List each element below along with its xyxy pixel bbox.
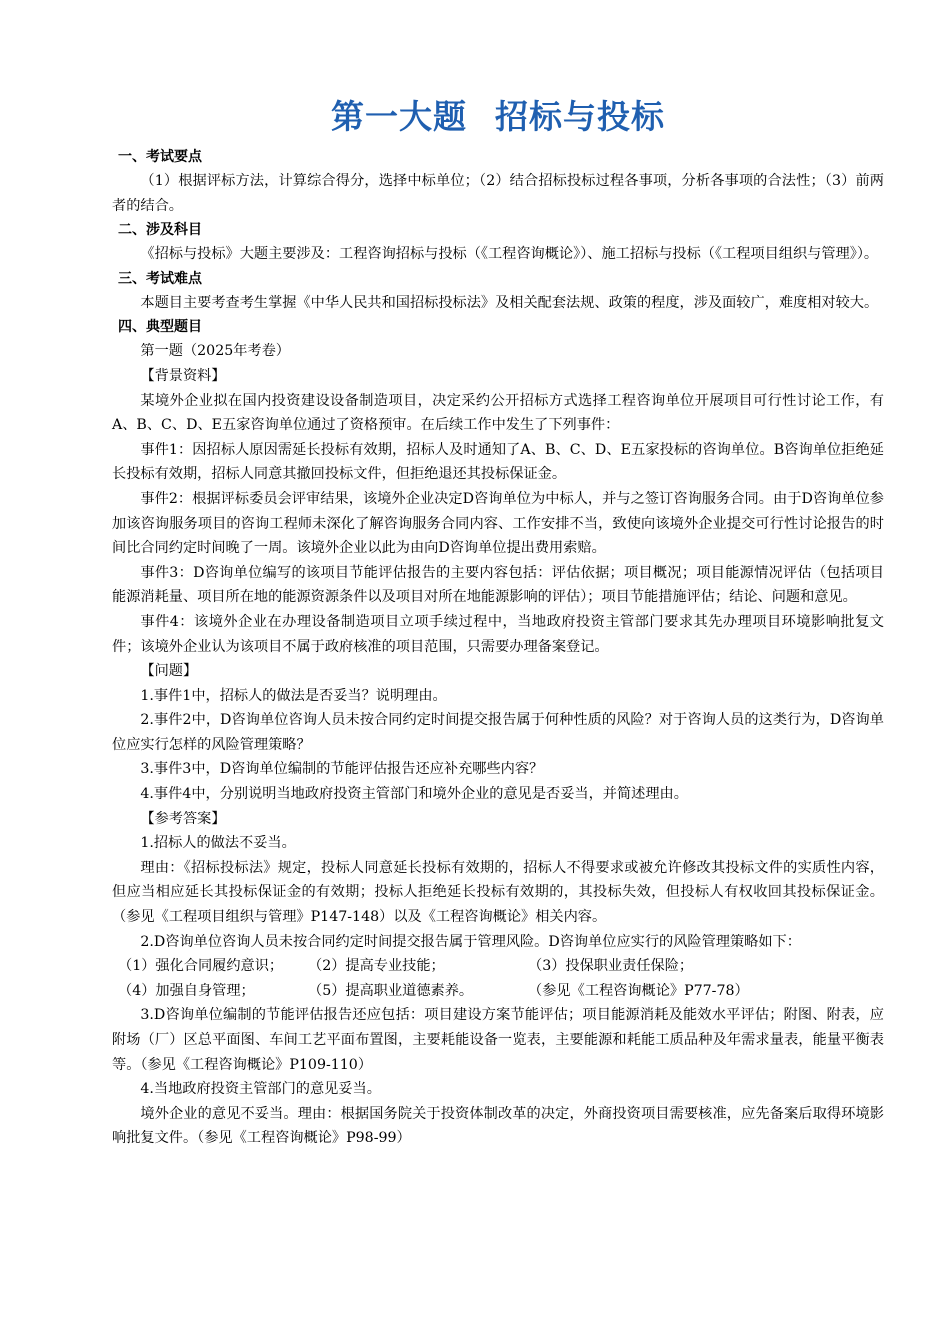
background-text: 某境外企业拟在国内投资建设设备制造项目，决定采约公开招标方式选择工程咨询单位开展项目可行性讨论工作，有A、B、C、D、E五家咨询单位通过了资格预审。在后续工作中发生了下列事件： xyxy=(112,392,884,434)
answer-3: 3.D咨询单位编制的节能评估报告还应包括：项目建设方案节能评估；项目能源消耗及能效水平评估；附图、附表，应附场（厂）区总平面图、车间工艺平面布置图，主要耗能设备一览表，主要能源和耗能工质品种及年需求量表，能量平衡表等。（参见《工程咨询概论》P109-110） xyxy=(112,1007,884,1073)
answer-2-item: （2）提高专业技能； xyxy=(308,958,445,975)
section-heading: 四、典型题目 xyxy=(118,319,202,336)
answer-2-item: （3）投保职业责任保险； xyxy=(528,958,694,975)
answer-1-reason: 理由：《招标投标法》规定，投标人同意延长投标有效期的，招标人不得要求或被允许修改其投标文件的实质性内容，但应当相应延长其投标保证金的有效期；投标人拒绝延长投标有效期的，其投标失效，但投标人有权收回其投标保证金。（参见《工程项目组织与管理》P147-148）以及《工程咨询概论》相关内容。 xyxy=(112,859,884,926)
answer-2-item: （5）提高职业道德素养。 xyxy=(308,982,474,999)
title-main: 第一大题 xyxy=(331,97,467,136)
event-4: 事件4：该境外企业在办理设备制造项目立项手续过程中，当地政府投资主管部门要求其先办理项目环境影响批复文件；该境外企业认为该项目不属于政府核准的项目范围，只需要办理备案登记。 xyxy=(112,613,884,655)
question-label: 第一题（2025年考卷） xyxy=(140,343,290,360)
answer-1: 1.招标人的做法不妥当。 xyxy=(140,835,296,852)
answer-2-item: （4）加强自身管理； xyxy=(118,982,255,999)
section-text: 《招标与投标》大题主要涉及：工程咨询招标与投标（《工程咨询概论》）、施工招标与投标（《工程项目组织与管理》）。 xyxy=(140,246,879,263)
event-2: 事件2：根据评标委员会评审结果，该境外企业决定D咨询单位为中标人，并与之签订咨询服务合同。由于D咨询单位参加该咨询服务项目的咨询工程师未深化了解咨询服务合同内容、工作安排不当，致使向该境外企业提交可行性讨论报告的时间比合同约定时间晚了一周。该境外企业以此为由向D咨询单位提出费用索赔。 xyxy=(112,490,884,557)
question-4: 4.事件4中，分别说明当地政府投资主管部门和境外企业的意见是否妥当，并简述理由。 xyxy=(140,786,688,803)
section-text: 本题目主要考查考生掌握《中华人民共和国招标投标法》及相关配套法规、政策的程度，涉及面较广，难度相对较大。 xyxy=(140,294,879,311)
answers-label: 【参考答案】 xyxy=(140,810,226,827)
question-1: 1.事件1中，招标人的做法是否妥当？说明理由。 xyxy=(140,687,447,704)
title-sub: 招标与投标 xyxy=(495,97,665,136)
answer-2: 2.D咨询单位咨询人员未按合同约定时间提交报告属于管理风险。D咨询单位应实行的风险管理策略如下： xyxy=(140,933,801,950)
answer-4: 4.当地政府投资主管部门的意见妥当。 xyxy=(140,1081,381,1098)
section-heading: 三、考试难点 xyxy=(118,270,202,287)
section-heading: 一、考试要点 xyxy=(118,149,202,165)
page-title xyxy=(112,95,884,139)
answer-2-reference: （参见《工程咨询概论》P77-78） xyxy=(528,982,749,999)
question-2: 2.事件2中，D咨询单位咨询人员未按合同约定时间提交报告属于何种性质的风险？对于咨询人员的这类行为，D咨询单位应实行怎样的风险管理策略？ xyxy=(112,712,884,753)
answer-4-reason: 境外企业的意见不妥当。理由：根据国务院关于投资体制改革的决定，外商投资项目需要核准，应先备案后取得环境影响批复文件。（参见《工程咨询概论》P98-99） xyxy=(112,1105,884,1147)
event-3: 事件3：D咨询单位编写的该项目节能评估报告的主要内容包括：评估依据；项目概况；项目能源情况评估（包括项目能源消耗量、项目所在地的能源资源条件以及项目对所在地能源影响的评估）；项目节能措施评估；结论、问题和意见。 xyxy=(112,564,884,606)
document-page xyxy=(112,95,884,1151)
answer-2-items-row-1 xyxy=(112,954,884,979)
background-label: 【背景资料】 xyxy=(140,367,226,384)
event-1: 事件1：因招标人原因需延长投标有效期，招标人及时通知了A、B、C、D、E五家投标的咨询单位。B咨询单位拒绝延长投标有效期，招标人同意其撤回投标文件，但拒绝退还其投标保证金。 xyxy=(112,441,884,483)
question-3: 3.事件3中，D咨询单位编制的节能评估报告还应补充哪些内容？ xyxy=(140,761,544,778)
answer-2-items-row-2 xyxy=(112,979,884,1004)
section-heading: 二、涉及科目 xyxy=(118,222,202,239)
answer-2-item: （1）强化合同履约意识； xyxy=(118,958,284,975)
questions-label: 【问题】 xyxy=(140,663,198,680)
section-text: （1）根据评标方法，计算综合得分，选择中标单位；（2）结合招标投标过程各事项，分析各事项的合法性；（3）前两者的结合。 xyxy=(112,173,884,214)
